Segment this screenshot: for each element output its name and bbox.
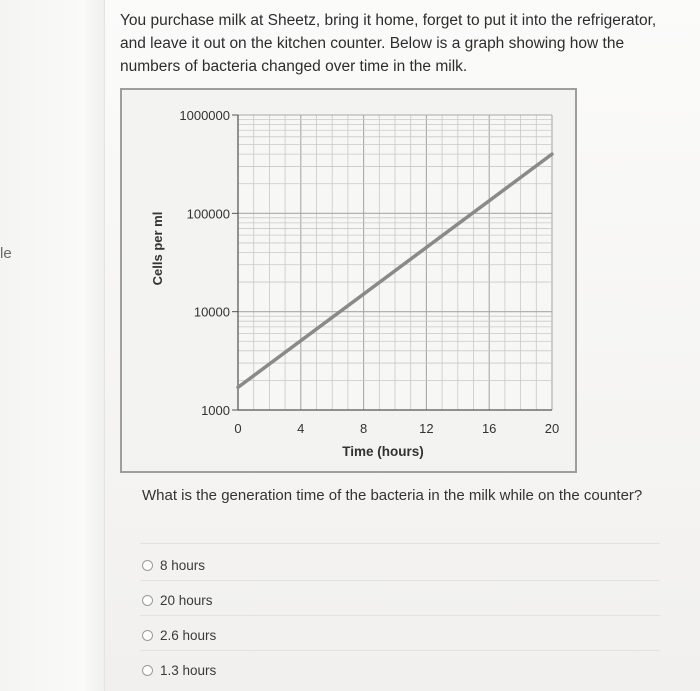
x-tick-label: 16 xyxy=(481,421,497,436)
left-sidebar xyxy=(0,0,105,691)
x-tick-label: 4 xyxy=(297,421,305,436)
answer-divider xyxy=(140,650,660,651)
question-text: You purchase milk at Sheetz, bring it home, forget to put it into the refrigerator, and leave it out on the kitchen counter. Below is a graph showing how the numbers of bacteria changed over time in the milk. xyxy=(120,12,657,75)
y-tick-label: 1000 xyxy=(201,403,230,418)
sidebar-edge-text: le xyxy=(0,245,12,262)
x-axis-title: Time (hours) xyxy=(342,444,424,459)
radio-button[interactable] xyxy=(142,630,153,641)
x-tick-label: 12 xyxy=(419,421,434,436)
option-8-hours[interactable] xyxy=(142,558,205,573)
question-prompt: What is the generation time of the bacteria in the milk while on the counter? xyxy=(142,487,643,504)
bacteria-growth-chart xyxy=(120,88,577,473)
answer-divider xyxy=(140,580,660,581)
y-tick-label: 10000 xyxy=(193,304,230,320)
answer-divider xyxy=(140,615,660,616)
y-axis-title: Cells per ml xyxy=(150,211,165,286)
y-tick-label: 1000000 xyxy=(179,108,230,123)
chart-svg xyxy=(122,90,575,471)
option-label: 20 hours xyxy=(160,593,213,608)
radio-button[interactable] xyxy=(142,595,153,606)
x-tick-label: 0 xyxy=(234,421,242,436)
option-2-6-hours[interactable] xyxy=(142,628,216,643)
y-tick-label: 100000 xyxy=(186,206,230,222)
answer-divider xyxy=(140,543,660,544)
option-20-hours[interactable] xyxy=(142,593,213,608)
x-tick-label: 20 xyxy=(544,421,560,436)
option-label: 8 hours xyxy=(160,558,206,573)
radio-button[interactable] xyxy=(142,665,153,676)
option-label: 2.6 hours xyxy=(160,628,217,643)
option-label: 1.3 hours xyxy=(160,663,217,678)
radio-button[interactable] xyxy=(142,560,153,571)
x-tick-label: 8 xyxy=(359,421,368,436)
option-1-3-hours[interactable] xyxy=(142,663,216,678)
